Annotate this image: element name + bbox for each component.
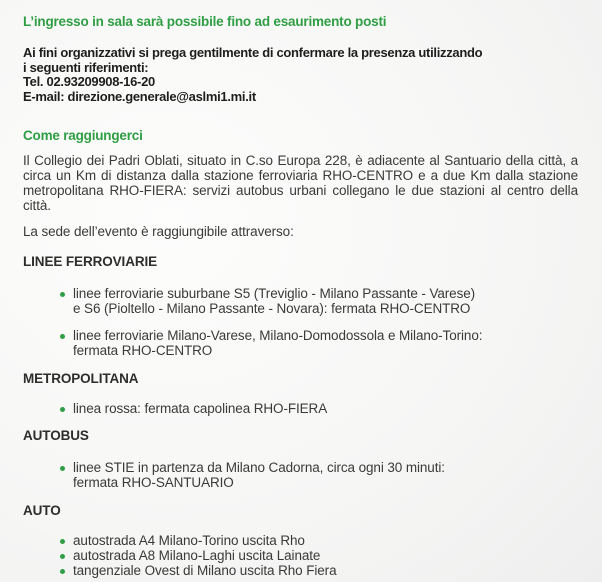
- list-item-line: autostrada A4 Milano-Torino uscita Rho: [73, 533, 305, 548]
- list-item-line: linee STIE in partenza da Milano Cadorna, circa ogni 30 minuti:: [73, 460, 445, 475]
- list-item-line: fermata RHO-CENTRO: [73, 343, 213, 358]
- directions-lead-line: La sede dell’evento è raggiungibile attraverso:: [23, 224, 294, 239]
- admission-notice: L’ingresso in sala sarà possibile fino ad esaurimento posti: [23, 14, 387, 29]
- list-item: [73, 563, 578, 578]
- list-item-line: fermata RHO-SANTUARIO: [73, 475, 234, 490]
- contact-phone: Tel. 02.93209908-16-20: [23, 74, 155, 89]
- list-item-line: tangenziale Ovest di Milano uscita Rho Fiera: [73, 563, 337, 578]
- list-item: [73, 328, 578, 358]
- bullet-icon: [60, 539, 65, 544]
- bullet-icon: [60, 334, 65, 339]
- section-heading-auto: AUTO: [23, 503, 61, 518]
- list-item: [73, 548, 578, 563]
- contact-note-line-2: i seguenti riferimenti:: [23, 59, 149, 75]
- bullet-icon: [60, 466, 65, 471]
- metropolitana-list: [23, 401, 578, 416]
- list-item-line: e S6 (Pioltello - Milano Passante - Novara): fermata RHO-CENTRO: [73, 301, 471, 316]
- list-item-line: linee ferroviarie suburbane S5 (Treviglio - Milano Passante - Varese): [73, 286, 476, 301]
- linee-ferroviarie-list: [23, 286, 578, 358]
- bullet-icon: [60, 407, 65, 412]
- list-item: [73, 286, 578, 316]
- section-heading-autobus: AUTOBUS: [23, 428, 89, 443]
- section-heading-linee-ferroviarie: LINEE FERROVIARIE: [23, 254, 158, 269]
- list-item-line: linea rossa: fermata capolinea RHO-FIERA: [73, 401, 328, 416]
- bullet-icon: [60, 569, 65, 574]
- contact-block: [23, 46, 578, 104]
- list-item-line: autostrada A8 Milano-Laghi uscita Lainate: [73, 548, 321, 563]
- directions-intro-paragraph: Il Collegio dei Padri Oblati, situato in C.so Europa 228, è adiacente al Santuario della città, a circa un Km di distanza dalla stazione ferroviaria RHO-CENTRO e a due Km dalla stazione metropolitana RHO-FIERA: servizi autobus urbani collegano le due stazioni al centro della città.: [23, 153, 578, 213]
- list-item: [73, 460, 578, 490]
- list-item-line: linee ferroviarie Milano-Varese, Milano-Domodossola e Milano-Torino:: [73, 328, 483, 343]
- bullet-icon: [60, 292, 65, 297]
- bullet-icon: [60, 554, 65, 559]
- autobus-list: [23, 460, 578, 490]
- directions-title: Come raggiungerci: [23, 128, 143, 143]
- contact-email: E-mail: direzione.generale@aslmi1.mi.it: [23, 88, 256, 104]
- auto-list: [23, 533, 578, 578]
- section-heading-metropolitana: METROPOLITANA: [23, 371, 139, 386]
- list-item: [73, 401, 578, 416]
- contact-note-line-1: Ai fini organizzativi si prega gentilmente di confermare la presenza utilizzando: [23, 45, 483, 60]
- list-item: [73, 533, 578, 548]
